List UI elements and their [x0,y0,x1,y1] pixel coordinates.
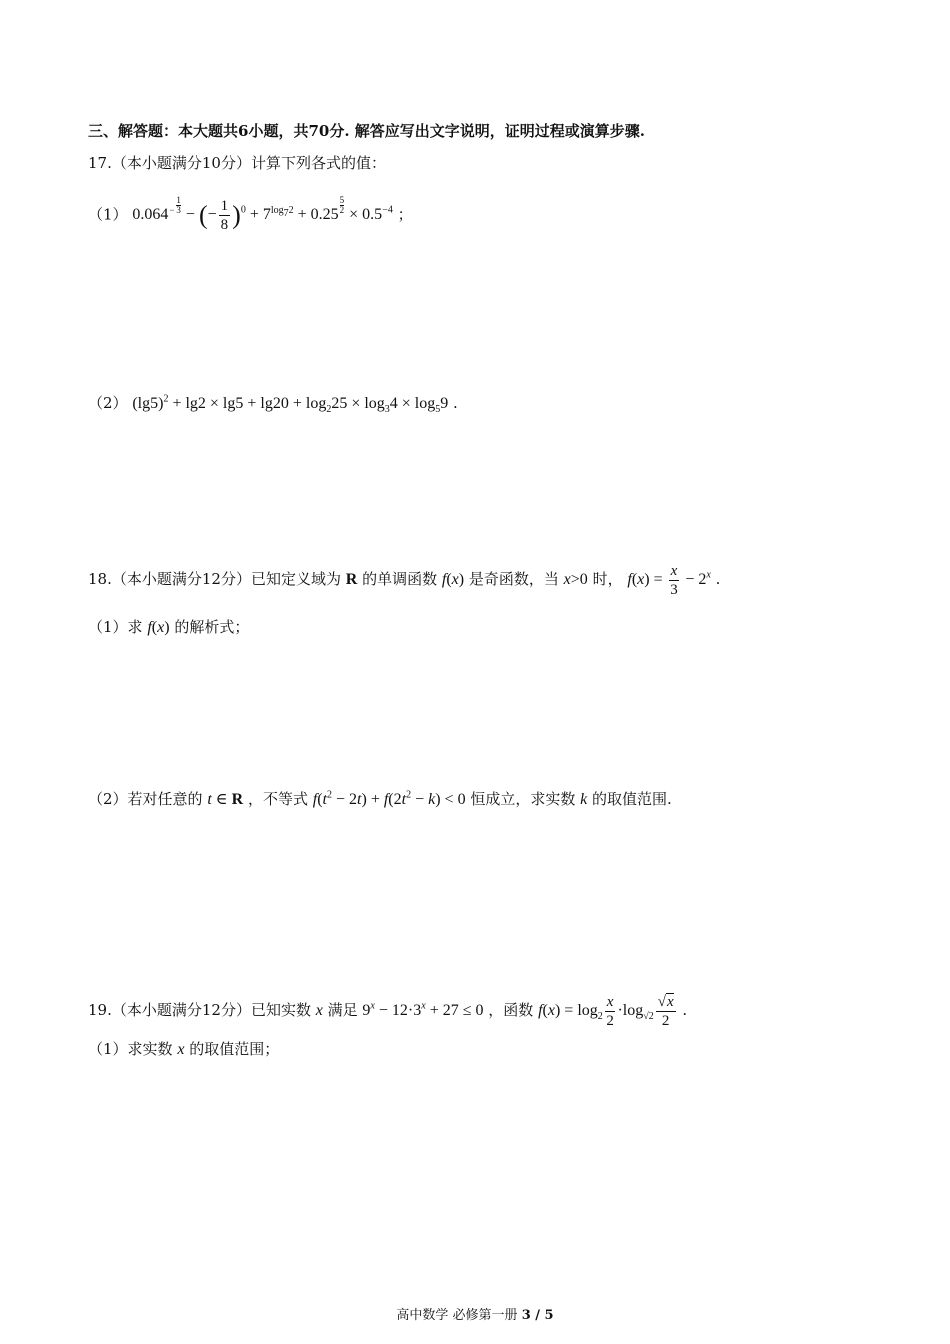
q19-inequality: $9^x - 12\cdot 3^x + 27 \le 0$ [362,1000,484,1020]
q18-p1-label: （1）求 [88,618,143,636]
q19-stem-text-b: 满足 [327,1001,358,1020]
q18-p2-text-a: ，不等式 [247,790,308,808]
q18-p2-text-b: 恒成立，求实数 [470,790,576,808]
q18-stem-text-a: 18.（本小题满分12分）已知定义域为 [88,570,341,589]
q18-p2-k: k [580,791,588,808]
q19-part1 [88,1038,279,1061]
q19-stem-text-c: ，函数 [488,1001,534,1020]
page-number: 3 / 5 [521,1308,554,1323]
q17-p1-end: ； [397,205,413,224]
q18-condition: x>0 [563,571,588,589]
q18-p2-t-in-R: t ∈ R [207,791,244,808]
q18-stem-end: . [715,570,721,589]
q19-stem [88,993,687,1030]
q18-p2-inequality: $f(t^2 - 2t) + f(2t^2 - k) < 0$ [312,789,466,808]
q18-p2-text-c: 的取值范围. [592,790,672,808]
q18-domain-R: R [345,571,358,589]
q17-part2 [88,392,458,415]
q19-p1-text: 的取值范围； [189,1040,280,1058]
q18-p1-fx: f(x) [147,619,170,636]
q18-fx: f(x) [441,571,465,589]
q17-p1-label: （1） [88,205,128,224]
q17-part1 [88,196,413,234]
q19-x: x [315,1002,323,1020]
footer-title: 高中数学 必修第一册 [396,1308,518,1323]
q18-p2-label: （2）若对任意的 [88,790,203,808]
q19-stem-text-a: 19.（本小题满分12分）已知实数 [88,1001,311,1020]
q17-stem: 17.（本小题满分10分）计算下列各式的值： [88,154,386,172]
q18-part2 [88,788,672,811]
q19-stem-end: . [682,1001,688,1020]
q19-p1-x: x [177,1041,185,1058]
q18-function-def: f(x) = $\frac{x}{3}$ − $2^x$ [627,563,711,598]
q18-part1 [88,616,249,639]
q18-stem [88,562,720,599]
q18-p1-text: 的解析式； [174,618,250,636]
q17-p2-expression: $(\lg 5)^2 + \lg 2 \times \lg 5 + \lg 20 + \log_225 \times \log_34 \times \log_59$ [132,393,449,416]
q18-stem-text-b: 的单调函数 [362,570,438,589]
q17-p1-expression: 0.064 − $\frac{1}{3}$ − (− $\frac{1}{8}$ )$^0 + 7^{log_72} + 0.25$ $\frac{5}{2}$ × $0.5^{-4}$ [132,195,393,234]
q18-stem-text-d: 时， [592,570,623,589]
q17-p2-end: . [453,394,458,412]
q19-p1-label: （1）求实数 [88,1040,173,1058]
q18-stem-text-c: 是奇函数，当 [468,570,559,589]
section-heading: 三、解答题：本大题共6小题，共70分. 解答应写出文字说明，证明过程或演算步骤. [88,122,645,140]
q17-p2-label: （2） [88,394,128,412]
page-footer [0,1304,950,1323]
q19-function-def: $f(x) = \log_2$ $\frac{x}{2}$ $\cdot\log_{√2}$ $\frac{√x}{2}$ [538,994,674,1029]
